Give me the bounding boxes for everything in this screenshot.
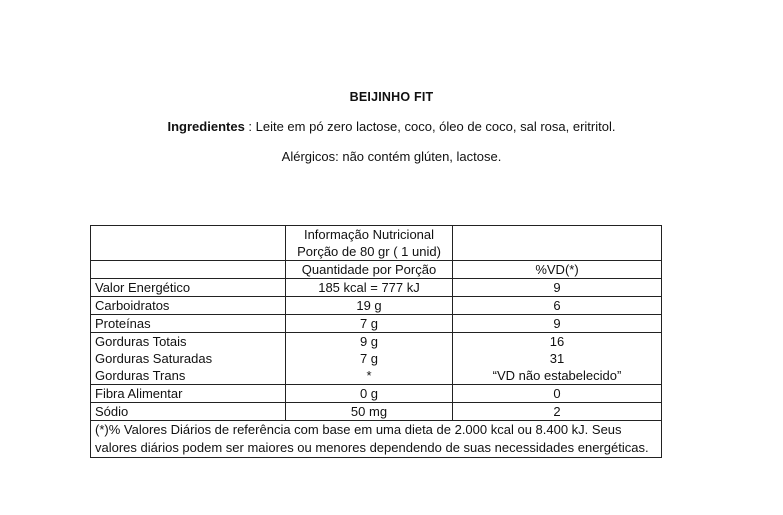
- nutrient-vd: 2: [453, 403, 662, 421]
- fat-name: Gorduras Totais: [95, 334, 187, 349]
- ingredients-label: Ingredientes: [167, 119, 245, 134]
- nutrient-vd: 9: [453, 315, 662, 333]
- table-row: [91, 279, 662, 297]
- fat-name: Gorduras Trans: [95, 368, 186, 383]
- nutrient-name: Sódio: [91, 403, 286, 421]
- header-empty-cell: [453, 226, 662, 261]
- fat-quantity: *: [366, 368, 372, 383]
- fat-vd: 16: [549, 334, 565, 349]
- nutrition-table: [90, 225, 662, 458]
- nutrient-name: Valor Energético: [91, 279, 286, 297]
- column-header-quantity: Quantidade por Porção: [286, 261, 453, 279]
- table-row: [91, 385, 662, 403]
- nutrient-name: Fibra Alimentar: [91, 385, 286, 403]
- nutrient-vd: 6: [453, 297, 662, 315]
- nutrient-quantity: 7 g: [286, 315, 453, 333]
- nutrient-vd: 0: [453, 385, 662, 403]
- table-row: [91, 297, 662, 315]
- column-header-empty: [91, 261, 286, 279]
- table-row: [91, 315, 662, 333]
- fat-quantity: 9 g: [359, 334, 379, 349]
- footnote-row: [91, 421, 662, 458]
- column-header-row: [91, 261, 662, 279]
- fat-vd: 31: [549, 351, 565, 366]
- nutrient-vd: 9: [453, 279, 662, 297]
- nutrient-quantity: 0 g: [286, 385, 453, 403]
- portion-label: Porção de 80 gr ( 1 unid): [297, 244, 441, 259]
- fats-vd-cell: [453, 333, 662, 385]
- nutrient-quantity: 19 g: [286, 297, 453, 315]
- nutrient-quantity: 185 kcal = 777 kJ: [286, 279, 453, 297]
- fats-names-cell: [91, 333, 286, 385]
- fats-quantities-cell: [286, 333, 453, 385]
- nutrition-heading: Informação Nutricional: [303, 227, 435, 242]
- allergens-line: Alérgicos: não contém glúten, lactose.: [281, 149, 502, 164]
- nutrient-name: Carboidratos: [91, 297, 286, 315]
- ingredients-text: : Leite em pó zero lactose, coco, óleo de coco, sal rosa, eritritol.: [244, 119, 616, 134]
- product-title: BEIJINHO FIT: [349, 90, 434, 104]
- fat-name: Gorduras Saturadas: [95, 351, 213, 366]
- table-header-row: [91, 226, 662, 261]
- nutrient-name: Proteínas: [91, 315, 286, 333]
- header-title-cell: [286, 226, 453, 261]
- fat-quantity: 7 g: [359, 351, 379, 366]
- ingredients-line: [0, 119, 783, 134]
- header-empty-cell: [91, 226, 286, 261]
- nutrient-quantity: 50 mg: [286, 403, 453, 421]
- table-row: [91, 403, 662, 421]
- fat-vd: “VD não estabelecido”: [492, 368, 622, 383]
- fats-row: [91, 333, 662, 385]
- footnote: (*)% Valores Diários de referência com base em uma dieta de 2.000 kcal ou 8.400 kJ. Seus valores diários podem ser maiores ou menores dependendo de suas necessidades energéticas.: [91, 421, 662, 458]
- column-header-vd: %VD(*): [453, 261, 662, 279]
